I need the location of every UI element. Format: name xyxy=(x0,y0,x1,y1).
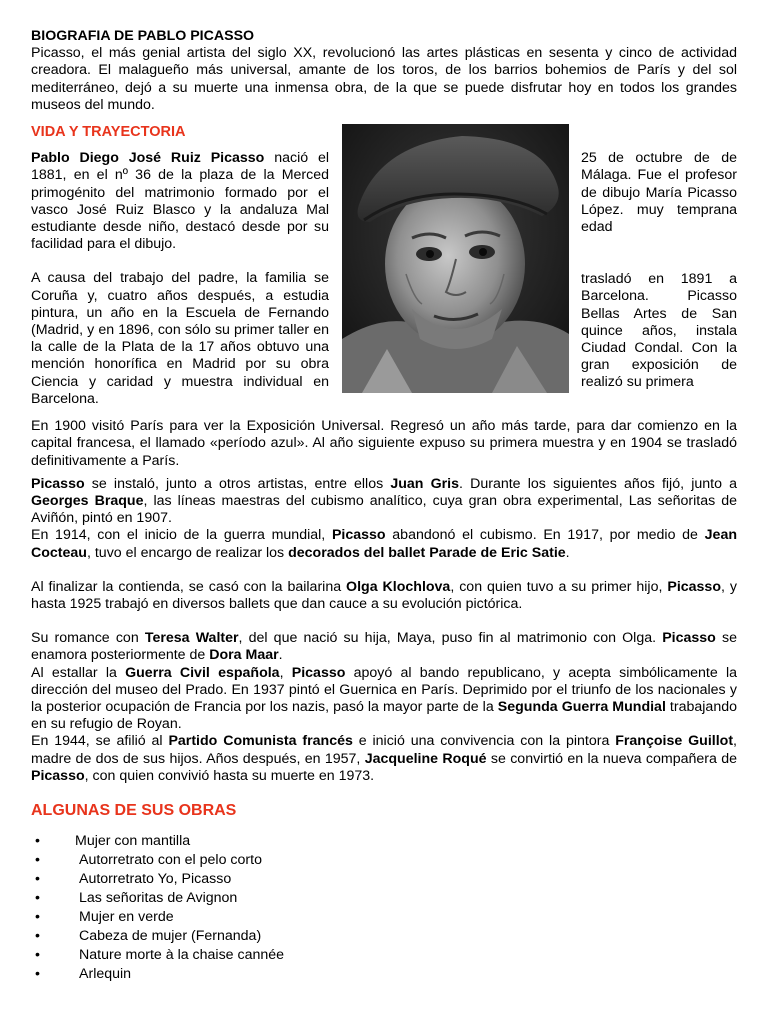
list-item: • Autorretrato con el pelo corto xyxy=(35,852,262,869)
family-paragraph-left: A causa del trabajo del padre, la familia se Coruña y, cuatro años después, a estudia pintura, un año en la Escuela de Fernando (Madrid, y en 1896, con sólo su primer taller en la calle de la Plata de la 17 años obtuvo una mención honorífica en Madrid por su obra Ciencia y caridad y muestra individual en Barcelona. xyxy=(31,270,329,407)
birth-paragraph-left: Pablo Diego José Ruiz Picasso nació el 1881, en el nº 36 de la plaza de la Merced primogénito del matrimonio formado por el vasco José Ruiz Blasco y la andaluza Mal estudiante desde niño, destacó desde por su facilidad para el dibujo. xyxy=(31,150,329,253)
list-item: • Nature morte à la chaise cannée xyxy=(35,947,285,964)
communist-1944-paragraph: En 1944, se afilió al Partido Comunista francés e inició una convivencia con la pintora Françoise Guillot, madre de dos de sus hijos. Años después, en 1957, Jacqueline Roqué se convirtió en la nueva compañera de Picasso, con quien convivió hasta su muerte en 1973. xyxy=(31,733,738,784)
left-column xyxy=(31,150,329,408)
list-item: • Mujer con mantilla xyxy=(35,833,191,850)
bullet-icon: • xyxy=(35,833,40,850)
intro-paragraph: Picasso, el más genial artista del siglo XX, revolucionó las artes plásticas en sesenta y cinco de actividad creadora. El malagueño más universal, amante de los toros, de los barrios bohemios de París y del sol mediterráneo, dejó a su muerte una inmensa obra, de la que se puede disfrutar hoy en todos los grandes museos del mundo. xyxy=(31,45,737,113)
full-name: Pablo Diego José Ruiz Picasso xyxy=(31,150,265,167)
right-column xyxy=(581,150,737,391)
photo-wrap-section xyxy=(31,150,737,418)
section-heading-obras: ALGUNAS DE SUS OBRAS xyxy=(31,802,237,820)
bullet-icon: • xyxy=(35,947,40,964)
list-item: • Cabeza de mujer (Fernanda) xyxy=(35,928,262,945)
paris-1900-paragraph: En 1900 visitó París para ver la Exposición Universal. Regresó un año más tarde, para dar comienzo en la capital francesa, el llamado «período azul». Al año siguiente expuso su primera muestra y en 1904 se trasladó definitivamente a París. xyxy=(31,418,737,469)
document-title: BIOGRAFIA DE PABLO PICASSO xyxy=(31,28,255,44)
bullet-icon: • xyxy=(35,966,40,983)
document-page xyxy=(31,28,737,984)
list-item: • Arlequin xyxy=(35,966,132,983)
bullet-icon: • xyxy=(35,871,40,888)
birth-paragraph-right: 25 de octubre de de Málaga. Fue el profesor de dibujo María Picasso López. muy temprana edad xyxy=(581,150,737,236)
bullet-icon: • xyxy=(35,909,40,926)
civil-war-paragraph: Al estallar la Guerra Civil española, Picasso apoyó al bando republicano, y acepta simbólicamente la dirección del museo del Prado. En 1937 pintó el Guernica en París. Deprimido por el triunfo de los nacionales y la posterior ocupación de Francia por los nazis, pasó la mayor parte de la Segunda Guerra Mundial trabajando en su refugio de Royan. xyxy=(31,664,738,733)
works-list xyxy=(31,832,737,984)
family-paragraph-right: trasladó en 1891 a Barcelona. Picasso Bellas Artes de San quince años, instala Ciudad Condal. Con la gran exposición de realizó su primera xyxy=(581,271,737,391)
bullet-icon: • xyxy=(35,852,40,869)
list-item: • Autorretrato Yo, Picasso xyxy=(35,871,232,888)
war-1914-paragraph: En 1914, con el inicio de la guerra mundial, Picasso abandonó el cubismo. En 1917, por medio de Jean Cocteau, tuvo el encargo de realizar los decorados del ballet Parade de Eric Satie. xyxy=(31,527,738,561)
bullet-icon: • xyxy=(35,928,40,945)
picasso-portrait-photo xyxy=(342,124,569,393)
olga-paragraph: Al finalizar la contienda, se casó con la bailarina Olga Klochlova, con quien tuvo a su primer hijo, Picasso, y hasta 1925 trabajó en diversos ballets que dan cauce a su evolución pictórica. xyxy=(31,578,737,613)
section-heading-vida: VIDA Y TRAYECTORIA xyxy=(31,124,186,141)
cubism-paragraph: Picasso se instaló, junto a otros artistas, entre ellos Juan Gris. Durante los siguientes años fijó, junto a Georges Braque, las líneas maestras del cubismo analítico, cuya gran obra experimental, Las señoritas de Aviñón, pintó en 1907. xyxy=(31,475,738,527)
teresa-paragraph: Su romance con Teresa Walter, del que nació su hija, Maya, puso fin al matrimonio con Olga. Picasso se enamora posteriormente de Dora Maar. xyxy=(31,630,737,664)
list-item: • Las señoritas de Avignon xyxy=(35,890,238,907)
bullet-icon: • xyxy=(35,890,40,907)
list-item: • Mujer en verde xyxy=(35,909,174,926)
